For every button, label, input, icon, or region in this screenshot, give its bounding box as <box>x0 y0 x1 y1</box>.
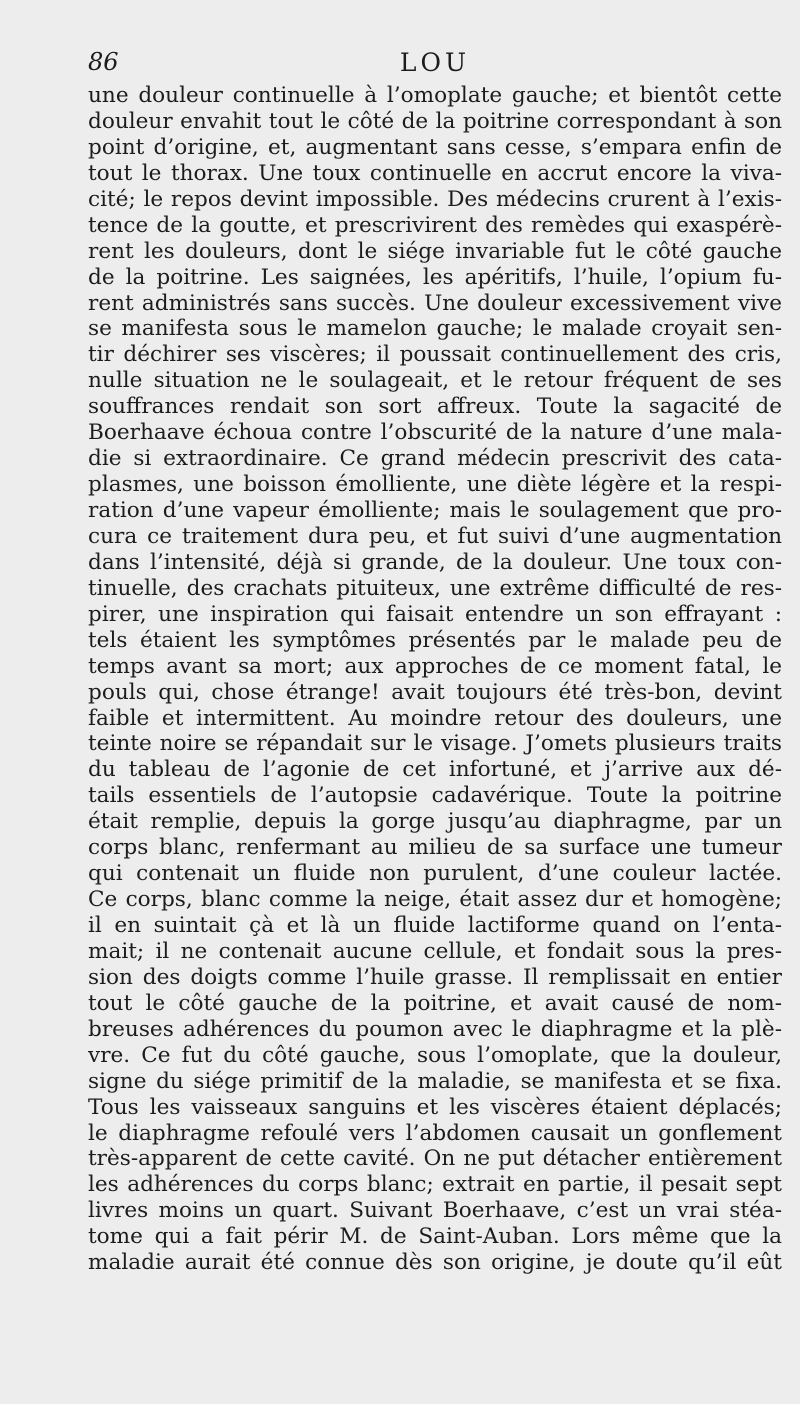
text-line: Tous les vaisseaux sanguins et les viscères étaient déplacés; <box>88 1094 782 1120</box>
text-line: tout le thorax. Une toux continuelle en accrut encore la viva- <box>88 160 782 186</box>
text-line: rent les douleurs, dont le siége invariable fut le côté gauche <box>88 238 782 264</box>
text-line: du tableau de l’agonie de cet infortuné, et j’arrive aux dé- <box>88 757 782 783</box>
text-line: plasmes, une boisson émolliente, une diète légère et la respi- <box>88 472 782 498</box>
text-line: tinuelle, des crachats pituiteux, une extrême difficulté de res- <box>88 575 782 601</box>
text-line: maladie aurait été connue dès son origine, je doute qu’il eût <box>88 1250 782 1276</box>
text-line: Ce corps, blanc comme la neige, était assez dur et homogène; <box>88 887 782 913</box>
text-line: ration d’une vapeur émolliente; mais le soulagement que pro- <box>88 498 782 523</box>
text-line: temps avant sa mort; aux approches de ce moment fatal, le <box>88 653 782 679</box>
text-line: corps blanc, renfermant au milieu de sa surface une tumeur <box>88 835 782 861</box>
text-line: très-apparent de cette cavité. On ne put détacher entièrement <box>88 1146 782 1172</box>
text-line: une douleur continuelle à l’omoplate gauche; et bientôt cette <box>88 83 782 108</box>
text-line: était remplie, depuis la gorge jusqu’au diaphragme, par un <box>88 809 782 835</box>
text-line: dans l’intensité, déjà si grande, de la douleur. Une toux con- <box>88 549 782 575</box>
text-line: il en suintait çà et là un fluide lactiforme quand on l’enta- <box>88 913 782 938</box>
text-line: sion des doigts comme l’huile grasse. Il remplissait en entier <box>88 964 782 990</box>
page-number: 86 <box>88 48 119 76</box>
text-line: tails essentiels de l’autopsie cadavérique. Toute la poitrine <box>88 783 782 809</box>
text-line: le diaphragme refoulé vers l’abdomen causait un gonflement <box>88 1120 782 1146</box>
text-line: douleur envahit tout le côté de la poitrine correspondant à son <box>88 108 782 134</box>
text-line: nulle situation ne le soulageait, et le retour fréquent de ses <box>88 368 782 394</box>
text-line: qui contenait un fluide non purulent, d’une couleur lactée. <box>88 861 782 887</box>
page-header <box>88 48 782 82</box>
text-line: tels étaient les symptômes présentés par le malade peu de <box>88 627 782 653</box>
text-line: teinte noire se répandait sur le visage. J’omets plusieurs traits <box>88 731 782 757</box>
body-text <box>88 83 782 1276</box>
text-line: rent administrés sans succès. Une douleur excessivement vive <box>88 290 782 316</box>
running-head: LOU <box>399 48 471 77</box>
text-line: cité; le repos devint impossible. Des médecins crurent à l’exis- <box>88 186 782 212</box>
text-line: faible et intermittent. Au moindre retour des douleurs, une <box>88 705 782 731</box>
text-line: se manifesta sous le mamelon gauche; le malade croyait sen- <box>88 316 782 342</box>
text-line: Boerhaave échoua contre l’obscurité de la nature d’une mala- <box>88 420 782 446</box>
text-line: de la poitrine. Les saignées, les apéritifs, l’huile, l’opium fu- <box>88 264 782 290</box>
text-line: vre. Ce fut du côté gauche, sous l’omoplate, que la douleur, <box>88 1042 782 1068</box>
text-line: mait; il ne contenait aucune cellule, et fondait sous la pres- <box>88 938 782 964</box>
text-line: breuses adhérences du poumon avec le diaphragme et la plè- <box>88 1016 782 1042</box>
text-line: tome qui a fait périr M. de Saint-Auban. Lors même que la <box>88 1224 782 1250</box>
text-line: livres moins un quart. Suivant Boerhaave, c’est un vrai stéa- <box>88 1198 782 1224</box>
text-line: pouls qui, chose étrange! avait toujours été très-bon, devint <box>88 679 782 705</box>
text-line: pirer, une inspiration qui faisait entendre un son effrayant : <box>88 601 782 627</box>
text-line: tir déchirer ses viscères; il poussait continuellement des cris, <box>88 342 782 368</box>
text-line: les adhérences du corps blanc; extrait en partie, il pesait sept <box>88 1172 782 1198</box>
text-line: signe du siége primitif de la maladie, se manifesta et se fixa. <box>88 1068 782 1094</box>
text-line: cura ce traitement dura peu, et fut suivi d’une augmentation <box>88 523 782 549</box>
text-line: tout le côté gauche de la poitrine, et avait causé de nom- <box>88 990 782 1016</box>
text-line: die si extraordinaire. Ce grand médecin prescrivit des cata- <box>88 446 782 472</box>
text-line: point d’origine, et, augmentant sans cesse, s’empara enfin de <box>88 134 782 160</box>
text-line: souffrances rendait son sort affreux. Toute la sagacité de <box>88 394 782 420</box>
text-line: tence de la goutte, et prescrivirent des remèdes qui exaspérè- <box>88 212 782 238</box>
